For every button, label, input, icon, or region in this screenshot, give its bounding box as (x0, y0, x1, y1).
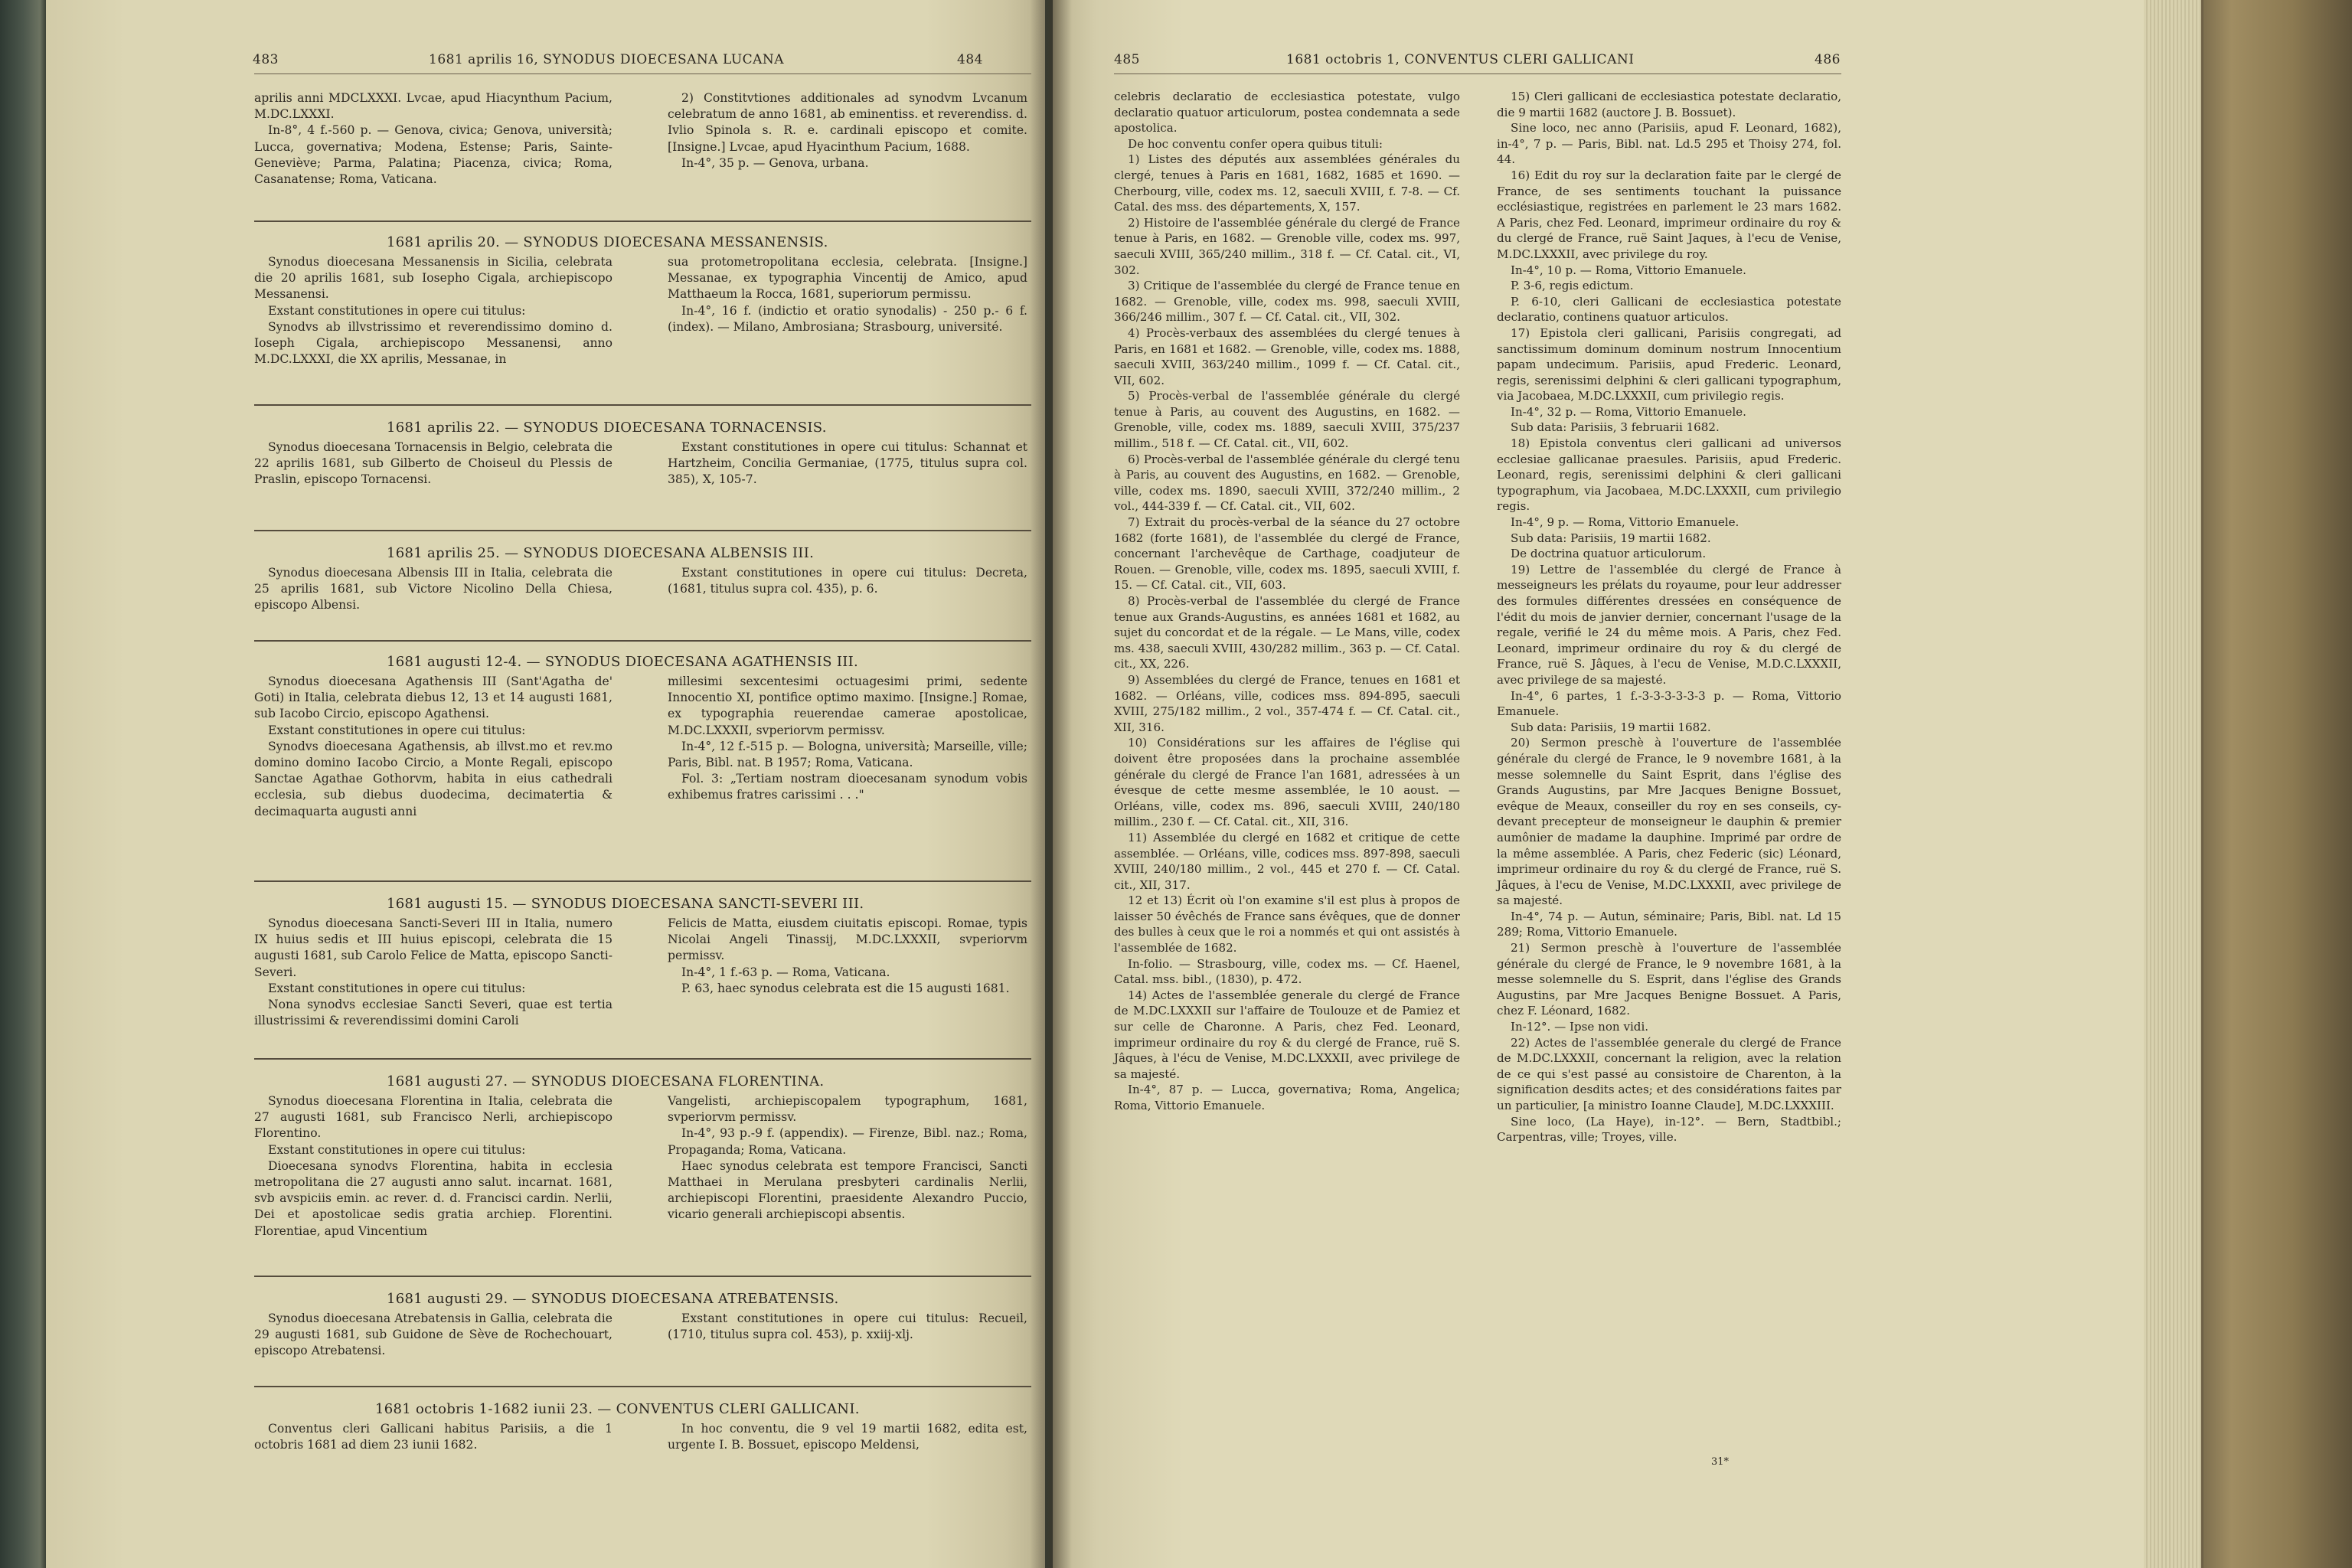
paragraph: Sine loco, nec anno (Parisiis, apud F. Leonard, 1682), in-4°, 7 p. — Paris, Bibl. nat. Ld.5 295 et Thoisy 274, fol. 44. (1497, 121, 1841, 167)
entry-col1 (254, 439, 612, 488)
paragraph: 5) Procès-verbal de l'assemblée générale du clergé tenue à Paris, au couvent des Augustins, en 1682. — Grenoble, ville, codex ms. 1889, saeculi XVIII, 375/237 millim., 518 f. — Cf. Catal. cit., VII, 602. (1114, 389, 1460, 451)
paragraph: In-4°, 10 p. — Roma, Vittorio Emanuele. (1511, 263, 1746, 277)
paragraph: In-4°, 32 p. — Roma, Vittorio Emanuele. (1511, 404, 1746, 419)
paragraph: Synodus dioecesana Tornacensis in Belgio, celebrata die 22 aprilis 1681, sub Gilberto de Choiseul du Plessis de Praslin, episcopo Tornacensi. (254, 440, 612, 487)
paragraph: Sub data: Parisiis, 3 februarii 1682. (1511, 420, 1720, 435)
running-head-right: 1681 octobris 1, CONVENTUS CLERI GALLICANI (1286, 52, 1635, 67)
top-col1 (254, 90, 612, 188)
paragraph: 20) Sermon preschè à l'ouverture de l'assemblée générale du clergé de France, le 9 novembre 1681, à la messe solemnelle du Saint Esprit, dans l'église des Grands Augustins, par Mre Jacques Benigne Bossuet, evêque de Meaux, conseiller du roy en ses conseils, cy-devant precepteur de monseigneur le dauphin & premier aumônier de madame la dauphine. Imprimé par ordre de la même assemblée. A Paris, chez Federic (sic) Léonard, imprimeur ordinaire du roy & du clergé de France, ruë S. Jâques, à l'ecu de Venise, M.DC.LXXXII, avec privilege de sa majesté. (1497, 736, 1841, 908)
entry-col1 (254, 916, 612, 1029)
paragraph: In-folio. — Strasbourg, ville, codex ms. — Cf. Haenel, Catal. mss. bibl., (1830), p. 472. (1114, 956, 1460, 987)
paragraph: De hoc conventu confer opera quibus tituli: (1128, 136, 1383, 151)
paragraph: 19) Lettre de l'assemblée du clergé de France à messeigneurs les prélats du royaume, pour leur addresser des formules différentes dressées en conséquence de l'édit du mois de janvier dernier, concernant l'usage de la regale, verifié le 24 du même mois. A Paris, chez Fed. Leonard, imprimeur ordinaire du roy & du clergé de France, ruë S. Jâques, à l'ecu de Venise, M.D.C.LXXXII, avec privilege de sa majesté. (1497, 562, 1841, 687)
paragraph: 16) Edit du roy sur la declaration faite par le clergé de France, de ses sentiments touchant la puissance ecclésiastique, registrées en parlement le 23 mars 1682. A Paris, chez Fed. Leonard, imprimeur ordinaire du roy & du clergé de France, ruë Saint Jaques, à l'ecu de Venise, M.DC.LXXXII, avec privilege du roy. (1497, 168, 1841, 261)
paragraph: Exstant constitutiones in opere cui titulus: (268, 981, 526, 995)
entry-title: 1681 augusti 29. — SYNODUS DIOECESANA ATREBATENSIS. (387, 1291, 839, 1307)
paragraph: 10) Considérations sur les affaires de l'église qui doivent être proposées dans la prochaine assemblée générale du clergé de France l'an 1681, adressées à un évesque de cette mesme assemblée, le 10 aoust. — Orléans, ville, codex ms. 896, saeculi XVIII, 240/180 millim., 230 f. — Cf. Catal. cit., XII, 316. (1114, 736, 1460, 829)
entry-col1 (254, 1311, 612, 1360)
paragraph: 21) Sermon preschè à l'ouverture de l'assemblée générale du clergé de France, le 9 novembre 1681, à la messe solemnelle du S. Esprit, dans l'église des Grands Augustins, par Mre Jacques Benigne Bossuet. A Paris, chez F. Léonard, 1682. (1497, 941, 1841, 1018)
right-page (1053, 0, 2144, 1568)
entry-title: 1681 augusti 27. — SYNODUS DIOECESANA FLORENTINA. (387, 1073, 825, 1089)
entry-col2 (668, 674, 1027, 804)
paragraph: P. 6-10, cleri Gallicani de ecclesiastica potestate declaratio, continens quatuor articulos. (1497, 294, 1841, 325)
running-head-left: 1681 aprilis 16, SYNODUS DIOECESANA LUCANA (429, 52, 785, 67)
paragraph: In-4°, 6 partes, 1 f.-3-3-3-3-3-3 p. — Roma, Vittorio Emanuele. (1497, 688, 1841, 719)
entry-col2 (668, 439, 1027, 488)
paragraph: 1) Listes des députés aux assemblées générales du clergé, tenues à Paris en 1681, 1682, 1685 et 1690. — Cherbourg, ville, codex ms. 12, saeculi XVIII, f. 7-8. — Cf. Catal. des mss. des départements, X, 157. (1114, 152, 1460, 214)
entry-title: 1681 aprilis 25. — SYNODUS DIOECESANA ALBENSIS III. (387, 545, 815, 561)
paragraph: In hoc conventu, die 9 vel 19 martii 1682, edita est, urgente I. B. Bossuet, episcopo Meldensi, (668, 1422, 1027, 1452)
paragraph: Synodvs ab illvstrissimo et reverendissimo domino d. Ioseph Cigala, archiepiscopo Messanensi, anno M.DC.LXXXI, die XX aprilis, Messanae, in (254, 319, 612, 367)
paragraph: 17) Epistola cleri gallicani, Parisiis congregati, ad sanctissimum dominum dominum nostrum Innocentium papam undecimum. Parisiis, apud Frederic. Leonard, regis, serenissimi delphini & cleri gallicani typographum, via Jacobaea, M.DC.LXXXII, cum privilegio regis. (1497, 325, 1841, 403)
book-binding (2201, 0, 2352, 1568)
page-number-485: 485 (1114, 52, 1140, 67)
section-rule (254, 1058, 1031, 1060)
entry-col1 (254, 254, 612, 368)
paragraph: Synodus dioecesana Albensis III in Italia, celebrata die 25 aprilis 1681, sub Victore Nicolino Della Chiesa, episcopo Albensi. (254, 566, 612, 612)
paragraph: Exstant constitutiones in opere cui titulus: Recueil, (1710, titulus supra col. 453), p. xxiij-xlj. (668, 1312, 1027, 1342)
entry-col1 (254, 674, 612, 820)
paragraph: In-12°. — Ipse non vidi. (1511, 1020, 1649, 1034)
paragraph: 15) Cleri gallicani de ecclesiastica potestate declaratio, die 9 martii 1682 (auctore J. B. Bossuet). (1497, 90, 1841, 119)
paragraph: Dioecesana synodvs Florentina, habita in ecclesia metropolitana die 27 augusti anno salut. incarnat. 1681, svb avspiciis emin. ac rever. d. d. Francisci cardin. Nerlii, Dei et apostolicae sedis gratia archiep. Florentini. Florentiae, apud Vincentium (254, 1158, 612, 1238)
entry-title: 1681 augusti 15. — SYNODUS DIOECESANA SANCTI-SEVERI III. (387, 896, 864, 912)
section-rule (254, 220, 1031, 222)
paragraph: 7) Extrait du procès-verbal de la séance du 27 octobre 1682 (forte 1681), de l'assemblée du clergé de France, concernant l'archevêque de Carthage, coadjuteur de Rouen. — Grenoble, ville, codex ms. 1895, saeculi XVIII, f. 15. — Cf. Catal. cit., VII, 603. (1114, 515, 1460, 593)
paragraph: In-4°, 16 f. (indictio et oratio synodalis) - 250 p.- 6 f. (index). — Milano, Ambrosiana; Strasbourg, université. (668, 303, 1027, 334)
page-number-483: 483 (253, 52, 279, 67)
paragraph: Nona synodvs ecclesiae Sancti Severi, quae est tertia illustrissimi & reverendissimi domini Caroli (254, 998, 612, 1028)
paragraph: In-4°, 12 f.-515 p. — Bologna, università; Marseille, ville; Paris, Bibl. nat. B 1957; Roma, Vaticana. (668, 739, 1027, 770)
paragraph: In-4°, 93 p.-9 f. (appendix). — Firenze, Bibl. naz.; Roma, Propaganda; Roma, Vaticana. (668, 1126, 1027, 1157)
paragraph: Synodus dioecesana Atrebatensis in Gallia, celebrata die 29 augusti 1681, sub Guidone de Sève de Rochechouart, episcopo Atrebatensi. (254, 1312, 612, 1358)
paragraph: 4) Procès-verbaux des assemblées du clergé tenues à Paris, en 1681 et 1682. — Grenoble, ville, codex ms. 1888, saeculi XVIII, 363/240 millim., 1099 f. — Cf. Catal. cit., VII, 602. (1114, 325, 1460, 387)
paragraph: Synodus dioecesana Agathensis III (Sant'Agatha de' Goti) in Italia, celebrata diebus 12, 13 et 14 augusti 1681, sub Iacobo Circio, episcopo Agathensi. (254, 675, 612, 721)
section-rule (254, 880, 1031, 882)
paragraph: Sine loco, (La Haye), in-12°. — Bern, Stadtbibl.; Carpentras, ville; Troyes, ville. (1497, 1114, 1841, 1145)
entry-col2 (668, 1093, 1027, 1223)
paragraph: Sub data: Parisiis, 19 martii 1682. (1511, 720, 1711, 734)
paragraph: 2) Histoire de l'assemblée générale du clergé de France tenue à Paris, en 1682. — Grenoble ville, codex ms. 997, saeculi XVIII, 365/240 millim., 318 f. — Cf. Catal. cit., VI, 302. (1114, 215, 1460, 277)
paragraph: Exstant constitutiones in opere cui titulus: (268, 1142, 526, 1157)
section-rule (254, 1386, 1031, 1387)
right-col2 (1497, 89, 1841, 1145)
right-col1 (1114, 89, 1460, 1114)
left-page (46, 0, 1045, 1568)
page-number-486: 486 (1815, 52, 1841, 67)
paragraph: Sub data: Parisiis, 19 martii 1682. (1511, 531, 1711, 545)
paragraph: Felicis de Matta, eiusdem ciuitatis episcopi. Romae, typis Nicolai Angeli Tinassij, M.DC.LXXXII, svperiorvm permissv. (668, 916, 1027, 963)
entry-col2 (668, 916, 1027, 997)
paragraph: Synodus dioecesana Messanensis in Sicilia, celebrata die 20 aprilis 1681, sub Iosepho Cigala, archiepiscopo Messanensi. (254, 255, 612, 302)
entry-title: 1681 augusti 12-4. — SYNODUS DIOECESANA AGATHENSIS III. (387, 654, 859, 670)
paragraph: In-4°, 74 p. — Autun, séminaire; Paris, Bibl. nat. Ld 15 289; Roma, Vittorio Emanuele. (1497, 909, 1841, 939)
paragraph: In-4°, 9 p. — Roma, Vittorio Emanuele. (1511, 515, 1740, 530)
paragraph: P. 63, haec synodus celebrata est die 15 augusti 1681. (681, 981, 1010, 995)
paragraph: Haec synodus celebrata est tempore Francisci, Sancti Matthaei in Merulana presbyteri cardinalis Nerlii, archiepiscopi Florentini, praesidente Alexandro Puccio, vicario generali archiepiscopi absentis. (668, 1158, 1027, 1222)
paragraph: Exstant constitutiones in opere cui titulus: (268, 723, 526, 737)
paragraph: De doctrina quatuor articulorum. (1511, 547, 1707, 561)
paragraph: In-4°, 35 p. — Genova, urbana. (681, 155, 869, 170)
paragraph: 22) Actes de l'assemblée generale du clergé de France de M.DC.LXXXII, concernant la religion, avec la relation de ce qui s'est passé au consistoire de Charenton, à la signification desdits actes; et des considérations faites par un particulier, [a ministro Ioanne Claude], M.DC.LXXXIII. (1497, 1035, 1841, 1112)
paragraph: 3) Critique de l'assemblée du clergé de France tenue en 1682. — Grenoble, ville, codex ms. 998, saeculi XVIII, 366/246 millim., 307 f. — Cf. Catal. cit., VII, 302. (1114, 279, 1460, 325)
entry-title: 1681 aprilis 22. — SYNODUS DIOECESANA TORNACENSIS. (387, 420, 827, 436)
paragraph: Exstant constitutiones in opere cui titulus: (268, 303, 526, 318)
paragraph: celebris declaratio de ecclesiastica potestate, vulgo declaratio quatuor articulorum, postea condemnata a sede apostolica. (1114, 90, 1460, 136)
paragraph: 9) Assemblées du clergé de France, tenues en 1681 et 1682. — Orléans, ville, codices mss. 894-895, saeculi XVIII, 275/182 millim., 2 vol., 357-474 f. — Cf. Catal. cit., XII, 316. (1114, 672, 1460, 734)
book-gutter (1030, 0, 1072, 1568)
entry-title: 1681 aprilis 20. — SYNODUS DIOECESANA MESSANENSIS. (387, 234, 828, 250)
paragraph: 6) Procès-verbal de l'assemblée générale du clergé tenu à Paris, au couvent des Augustins, en 1682. — Grenoble, ville, codex ms. 1890, saeculi XVIII, 372/240 millim., 2 vol., 444-339 f. — Cf. Catal. cit., VII, 602. (1114, 452, 1460, 514)
paragraph: sua protometropolitana ecclesia, celebrata. [Insigne.] Messanae, ex typographia Vincentij de Amico, apud Matthaeum la Rocca, 1681, superiorum permissu. (668, 255, 1027, 302)
paragraph: 8) Procès-verbal de l'assemblée du clergé de France tenue aux Grands-Augustins, es années 1681 et 1682, au sujet du concordat et de la régale. — Le Mans, ville, codex ms. 438, saeculi XVIII, 430/282 millim., 363 p. — Cf. Catal. cit., XX, 226. (1114, 594, 1460, 671)
entry-col1 (254, 565, 612, 614)
section-rule (254, 404, 1031, 406)
paragraph: aprilis anni MDCLXXXI. Lvcae, apud Hiacynthum Pacium, M.DC.LXXXI. (254, 91, 612, 122)
paragraph: Exstant constitutiones in opere cui titulus: Decreta, (1681, titulus supra col. 435), p. 6. (668, 566, 1027, 596)
signature-mark: 31* (1711, 1456, 1730, 1468)
section-rule (254, 640, 1031, 642)
paragraph: 2) Constitvtiones additionales ad synodvm Lvcanum celebratum de anno 1681, ab eminentiss. et reverendiss. d. Ivlio Spinola s. R. e. cardinali episcopo et comite. [Insigne.] Lvcae, apud Hyacinthum Pacium, 1688. (668, 91, 1027, 154)
entry-col1 (254, 1093, 612, 1240)
entry-col2 (668, 1311, 1027, 1343)
entry-col1 (254, 1421, 612, 1453)
paragraph: Synodus dioecesana Florentina in Italia, celebrata die 27 augusti 1681, sub Francisco Nerli, archiepiscopo Florentino. (254, 1094, 612, 1141)
paragraph: Conventus cleri Gallicani habitus Parisiis, a die 1 octobris 1681 ad diem 23 iunii 1682. (254, 1422, 612, 1452)
entry-col2 (668, 565, 1027, 597)
paragraph: 12 et 13) Écrit où l'on examine s'il est plus à propos de laisser 50 évêchés de France sans évêques, que de donner des bulles à ceux que le roi a nommés et qui ont assistés à l'assemblée de 1682. (1114, 893, 1460, 956)
paragraph: In-4°, 87 p. — Lucca, governativa; Roma, Angelica; Roma, Vittorio Emanuele. (1114, 1083, 1460, 1112)
paragraph: Fol. 3: „Tertiam nostram dioecesanam synodum vobis exhibemus fratres carissimi . . ." (668, 772, 1027, 802)
entry-col2 (668, 1421, 1027, 1453)
paragraph: Synodvs dioecesana Agathensis, ab illvst.mo et rev.mo domino domino Iacobo Circio, a Monte Regali, episcopo Sanctae Agathae Gothorvm, habita in eius cathedrali ecclesia, sub diebus duodecima, decimatertia & decimaquarta augusti anni (254, 739, 612, 818)
section-rule (254, 530, 1031, 531)
paragraph: 14) Actes de l'assemblée generale du clergé de France de M.DC.LXXXII sur l'affaire de Toulouze et de Pamiez et sur celle de Charonne. A Paris, chez Fed. Leonard, imprimeur ordinaire du roy & du clergé de France, ruë S. Jâques, à l'écu de Venise, M.DC.LXXXII, avec privilege de sa majesté. (1114, 988, 1460, 1081)
paragraph: 18) Epistola conventus cleri gallicani ad universos ecclesiae gallicanae praesules. Parisiis, apud Frederic. Leonard, regis, serenissimi delphini & cleri gallicani typographum, via Jacobaea, M.DC.LXXXII, cum privilegio regis. (1497, 436, 1841, 514)
paragraph: Exstant constitutiones in opere cui titulus: Schannat et Hartzheim, Concilia Germaniae, (1775, titulus supra col. 385), X, 105-7. (668, 440, 1027, 487)
page-number-484: 484 (957, 52, 983, 67)
paragraph: Vangelisti, archiepiscopalem typographum, 1681, svperiorvm permissv. (668, 1094, 1027, 1125)
paragraph: In-8°, 4 f.-560 p. — Genova, civica; Genova, università; Lucca, governativa; Modena, Estense; Paris, Sainte-Geneviève; Parma, Palatina; Piacenza, civica; Roma, Casanatense; Roma, Vaticana. (254, 123, 612, 187)
paragraph: In-4°, 1 f.-63 p. — Roma, Vaticana. (681, 965, 890, 979)
paragraph: P. 3-6, regis edictum. (1511, 279, 1634, 293)
paragraph: millesimi sexcentesimi octuagesimi primi, sedente Innocentio XI, pontifice optimo maximo. [Insigne.] Romae, ex typographia reuerendae camerae apostolicae, M.DC.LXXXII, svperiorvm permissv. (668, 675, 1027, 737)
section-rule (254, 1276, 1031, 1277)
entry-col2 (668, 254, 1027, 335)
entry-title: 1681 octobris 1-1682 iunii 23. — CONVENTUS CLERI GALLICANI. (375, 1401, 860, 1417)
paragraph: 11) Assemblée du clergé en 1682 et critique de cette assemblée. — Orléans, ville, codices mss. 897-898, saeculi XVIII, 240/180 millim., 2 vol., 445 et 270 f. — Cf. Catal. cit., XII, 317. (1114, 830, 1460, 892)
top-col2 (668, 90, 1027, 172)
paragraph: Synodus dioecesana Sancti-Severi III in Italia, numero IX huius sedis et III huius episcopi, celebrata die 15 augusti 1681, sub Carolo Felice de Matta, episcopo Sancti-Severi. (254, 916, 612, 979)
